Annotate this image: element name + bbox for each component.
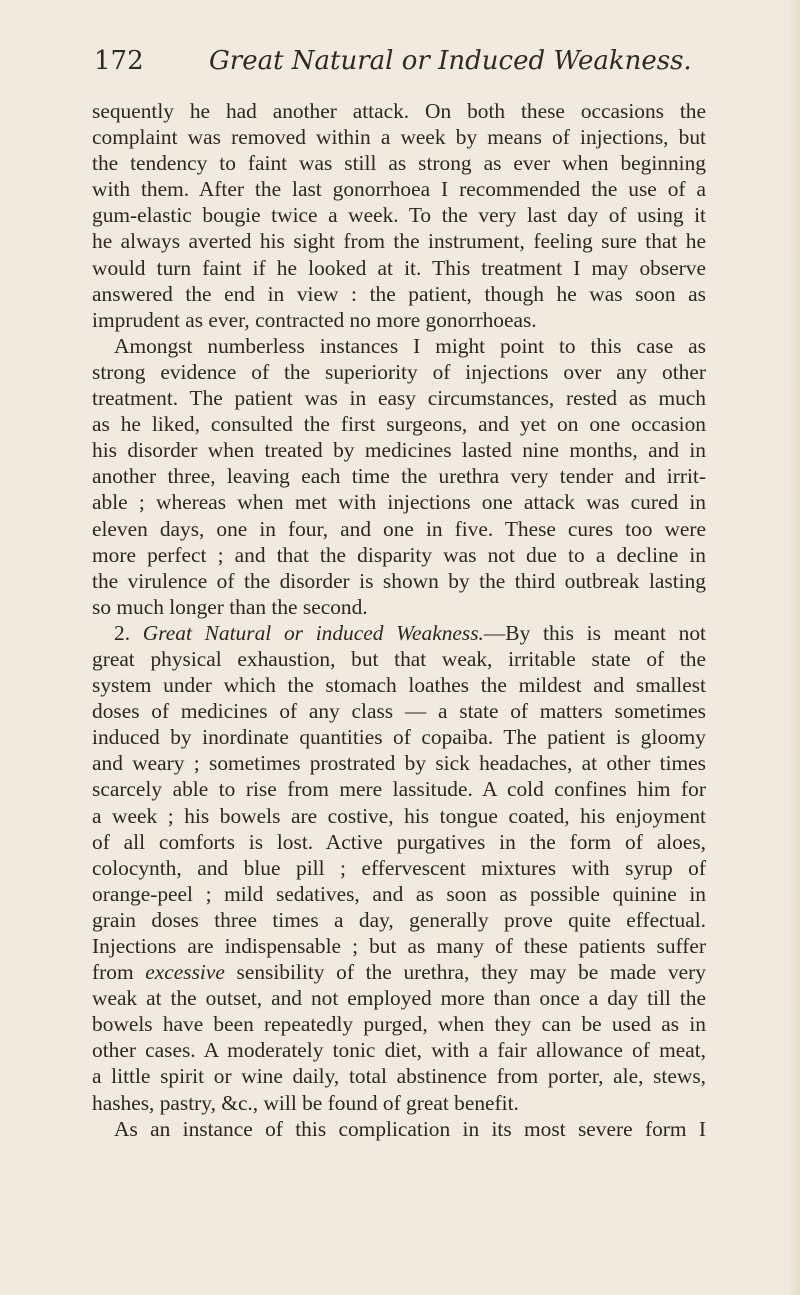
text-line: of all comforts is lost. Active purgatives in the form of aloes, (92, 829, 706, 854)
text-line: hashes, pastry, &c., will be found of great benefit. (92, 1090, 519, 1115)
text-line: would turn faint if he looked at it. This treatment I may observe (92, 255, 706, 280)
text-line: strong evidence of the superiority of injections over any other (92, 359, 706, 384)
text-line: colocynth, and blue pill ; effervescent mixtures with syrup of (92, 855, 706, 880)
text-line: gum-elastic bougie twice a week. To the very last day of using it (92, 203, 706, 228)
text-line: As an instance of this complication in its most severe form I (114, 1116, 706, 1141)
text-line: imprudent as ever, contracted no more gonorrhoeas. (92, 307, 537, 332)
running-title: Great Natural or Induced Weakness. (209, 46, 692, 76)
text-line: as he liked, consulted the first surgeons, and yet on one occasion (92, 412, 706, 437)
section-title: Great Natural or induced Weakness. (142, 620, 484, 645)
text-line: a week ; his bowels are costive, his tongue coated, his enjoyment (92, 803, 706, 828)
section-number: 2. (114, 620, 143, 645)
text-line: so much longer than the second. (92, 594, 368, 619)
italic-emphasis: excessive (145, 960, 225, 985)
text-line: weak at the outset, and not employed more than once a day till the (92, 986, 706, 1011)
text-fragment: sensibility of the urethra, they may be made very (224, 960, 706, 985)
text-line: with them. After the last gonorrhoea I recommended the use of a (92, 177, 706, 202)
text-line: other cases. A moderately tonic diet, with a fair allowance of meat, (92, 1038, 706, 1063)
text-line: sequently he had another attack. On both these occasions the (92, 99, 706, 123)
text-line: his disorder when treated by medicines lasted nine months, and in (92, 438, 706, 463)
text-line: a little spirit or wine daily, total abstinence from porter, ale, stews, (92, 1064, 706, 1089)
text-line: Injections are indispensable ; but as many of these patients suffer (92, 934, 706, 958)
text-line: and weary ; sometimes prostrated by sick headaches, at other times (92, 751, 706, 776)
text-line: eleven days, one in four, and one in five. These cures too were (92, 516, 706, 541)
text-fragment: from (92, 960, 146, 985)
running-head (94, 46, 714, 86)
text-line: induced by inordinate quantities of copaiba. The patient is gloomy (92, 725, 706, 750)
text-line: doses of medicines of any class — a state of matters sometimes (92, 699, 706, 724)
page-edge-shadow (788, 0, 800, 1295)
text-line: grain doses three times a day, generally prove quite effectual. (92, 907, 706, 932)
text-line: complaint was removed within a week by means of injections, but (92, 125, 706, 150)
text-line: another three, leaving each time the urethra very tender and irrit- (92, 464, 706, 489)
text-line: Amongst numberless instances I might point to this case as (114, 333, 706, 358)
text-line: treatment. The patient was in easy circumstances, rested as much (92, 386, 706, 411)
text-line: the virulence of the disorder is shown by the third outbreak lasting (92, 568, 706, 593)
text-line: the tendency to faint was still as strong as ever when beginning (92, 151, 706, 176)
text-line: more perfect ; and that the disparity was not due to a decline in (92, 542, 706, 567)
text-line: answered the end in view : the patient, though he was soon as (92, 281, 706, 306)
text-line: bowels have been repeatedly purged, when they can be used as in (92, 1012, 706, 1037)
text-line: able ; whereas when met with injections one attack was cured in (92, 490, 706, 515)
text-line: orange-peel ; mild sedatives, and as soon as possible quinine in (92, 881, 706, 906)
text-line: scarcely able to rise from mere lassitude. A cold confines him for (92, 777, 706, 802)
text-line (92, 959, 706, 985)
text-line: he always averted his sight from the instrument, feeling sure that he (92, 229, 706, 254)
text-line: great physical exhaustion, but that weak, irritable state of the (92, 646, 706, 671)
section-heading-line (92, 620, 706, 646)
body-text (92, 98, 706, 1142)
section-lead-text: —By this is meant not (483, 620, 706, 645)
page-number: 172 (94, 46, 144, 76)
text-line: system under which the stomach loathes the mildest and smallest (92, 673, 706, 698)
